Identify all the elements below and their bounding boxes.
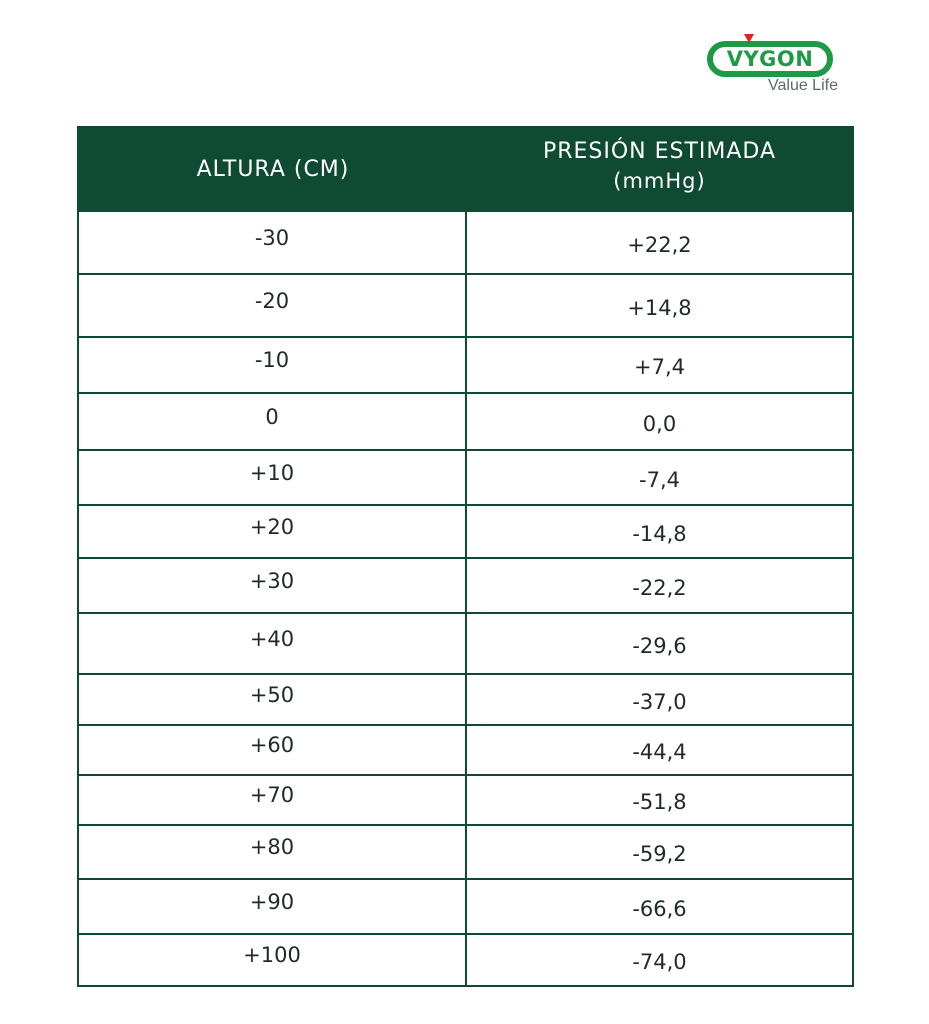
cell-presion: +22,2: [627, 232, 692, 257]
cell-altura: +90: [79, 880, 467, 933]
cell-altura: -10: [79, 338, 467, 392]
logo-tagline: Value Life: [768, 77, 838, 94]
header-presion: [467, 128, 852, 212]
cell-presion: -14,8: [632, 521, 687, 546]
header-presion-unit: (mmHg): [613, 168, 706, 193]
table-row: [79, 336, 852, 392]
cell-presion: -29,6: [632, 633, 687, 658]
table-row: [79, 612, 852, 673]
cell-presion: 0,0: [642, 411, 677, 436]
cell-presion: +14,8: [627, 295, 692, 320]
cell-presion: -7,4: [639, 467, 680, 492]
table-row: [79, 878, 852, 933]
cell-presion: -51,8: [632, 790, 687, 814]
table-row: [79, 673, 852, 724]
cell-altura: +70: [79, 776, 467, 824]
header-altura: ALTURA (CM): [196, 157, 350, 183]
cell-presion: -59,2: [632, 842, 687, 866]
cell-presion: -22,2: [632, 575, 687, 600]
table-row: [79, 824, 852, 878]
table-row: [79, 557, 852, 612]
cell-altura: +30: [79, 559, 467, 612]
cell-presion: +7,4: [634, 355, 685, 379]
cell-presion: -66,6: [632, 896, 687, 921]
table-header: [79, 128, 852, 212]
table-row: [79, 449, 852, 504]
table-row: [79, 273, 852, 336]
cell-presion: -37,0: [632, 689, 687, 714]
cell-altura: +60: [79, 726, 467, 774]
table-row: [79, 724, 852, 774]
table-row: [79, 774, 852, 824]
cell-altura: +10: [79, 451, 467, 504]
table-body: [79, 212, 852, 985]
logo-badge: [707, 41, 833, 77]
header-presion-title: PRESIÓN ESTIMADA: [542, 138, 777, 164]
logo-badge-inner: [713, 47, 827, 71]
cell-altura: -30: [79, 212, 467, 273]
cell-presion: -74,0: [632, 950, 687, 974]
cell-altura: +50: [79, 675, 467, 724]
cell-altura: +20: [79, 506, 467, 557]
vygon-logo: [704, 34, 849, 98]
table-row: [79, 933, 852, 985]
cell-altura: +40: [79, 614, 467, 673]
cell-altura: +80: [79, 826, 467, 878]
table-row: [79, 212, 852, 273]
cell-altura: 0: [79, 394, 467, 449]
cell-altura: +100: [79, 935, 467, 985]
table-row: [79, 392, 852, 449]
cell-presion: -44,4: [632, 740, 687, 764]
logo-brand-name: VYGON: [726, 46, 814, 71]
pressure-table: [77, 126, 854, 987]
table-row: [79, 504, 852, 557]
logo-red-accent-icon: [744, 34, 754, 43]
cell-altura: -20: [79, 275, 467, 336]
